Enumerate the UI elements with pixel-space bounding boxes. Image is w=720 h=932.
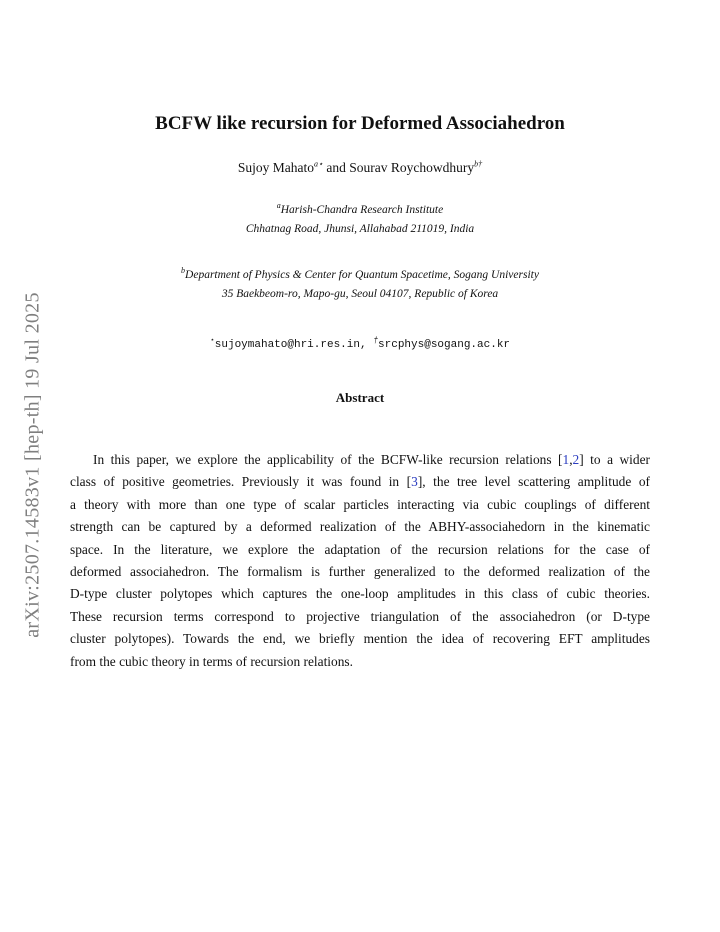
abstract-line: from the cubic theory in terms of recursion relations. [70, 653, 353, 669]
citation-link[interactable]: 2 [572, 452, 580, 467]
author-name: Sujoy Mahato [237, 160, 314, 175]
abstract-line: a theory with more than one type of scalar particles interacting via cubic couplings of different [70, 496, 650, 512]
abstract-line: deformed associahedron. The formalism is further generalized to the deformed realization of the [70, 564, 650, 580]
affiliation-institute: $^a$Harish-Chandra Research Institute [276, 201, 444, 216]
email-link[interactable]: sujoymahato@hri.res.in, [214, 339, 367, 351]
email-link[interactable]: srcphys@sogang.ac.kr [378, 339, 511, 351]
affiliation-address: Chhatnag Road, Jhunsi, Allahabad 211019, India [245, 223, 475, 235]
author-emails [0, 336, 720, 351]
affiliation-block [0, 266, 720, 304]
abstract-line: class of positive geometries. Previously it was found in [3], the tree level scattering amplitude of [70, 474, 650, 490]
author-name: Sourav Roychowdhury [349, 160, 475, 175]
author-list [0, 160, 720, 176]
abstract-line: These recursion terms correspond to projective triangulation of the associahedron (or D-type [70, 608, 650, 624]
citation-link[interactable]: 1 [562, 452, 570, 467]
author-affiliation-mark: b† [474, 159, 483, 169]
abstract-body [70, 449, 650, 673]
email-mark: † [373, 336, 379, 346]
affiliation-address: 35 Baekbeom-ro, Mapo-gu, Seoul 04107, Republic of Korea [221, 288, 499, 300]
citation-link[interactable]: 3 [411, 474, 418, 490]
affiliation-mark: a [276, 201, 281, 211]
affiliation-mark: b [181, 266, 186, 276]
abstract-line: D-type cluster polytopes which captures the one-loop amplitudes in this class of cubic theories. [70, 586, 650, 602]
email-mark: ⋆ [209, 336, 215, 346]
author-affiliation-mark: a⋆ [313, 159, 323, 169]
abstract-line: space. In the literature, we explore the adaptation of the recursion relations for the case of [70, 541, 650, 557]
abstract-line: cluster polytopes). Towards the end, we briefly mention the idea of recovering EFT amplitudes [70, 631, 650, 647]
abstract-line: In this paper, we explore the applicability of the BCFW-like recursion relations [1,2] to a wider [93, 452, 650, 467]
affiliation-institute: $^b$Department of Physics & Center for Quantum Spacetime, Sogang University [181, 266, 539, 281]
affiliation-block [0, 201, 720, 239]
arxiv-identifier-stamp: arXiv:2507.14583v1 [hep-th] 19 Jul 2025 [21, 292, 44, 638]
author-conjunction: and [323, 160, 350, 175]
paper-title: BCFW like recursion for Deformed Associahedron [155, 113, 565, 134]
abstract-line: strength can be captured by a deformed realization of the ABHY-associahedorn in the kinematic [70, 519, 650, 535]
abstract-heading: Abstract [335, 390, 385, 405]
